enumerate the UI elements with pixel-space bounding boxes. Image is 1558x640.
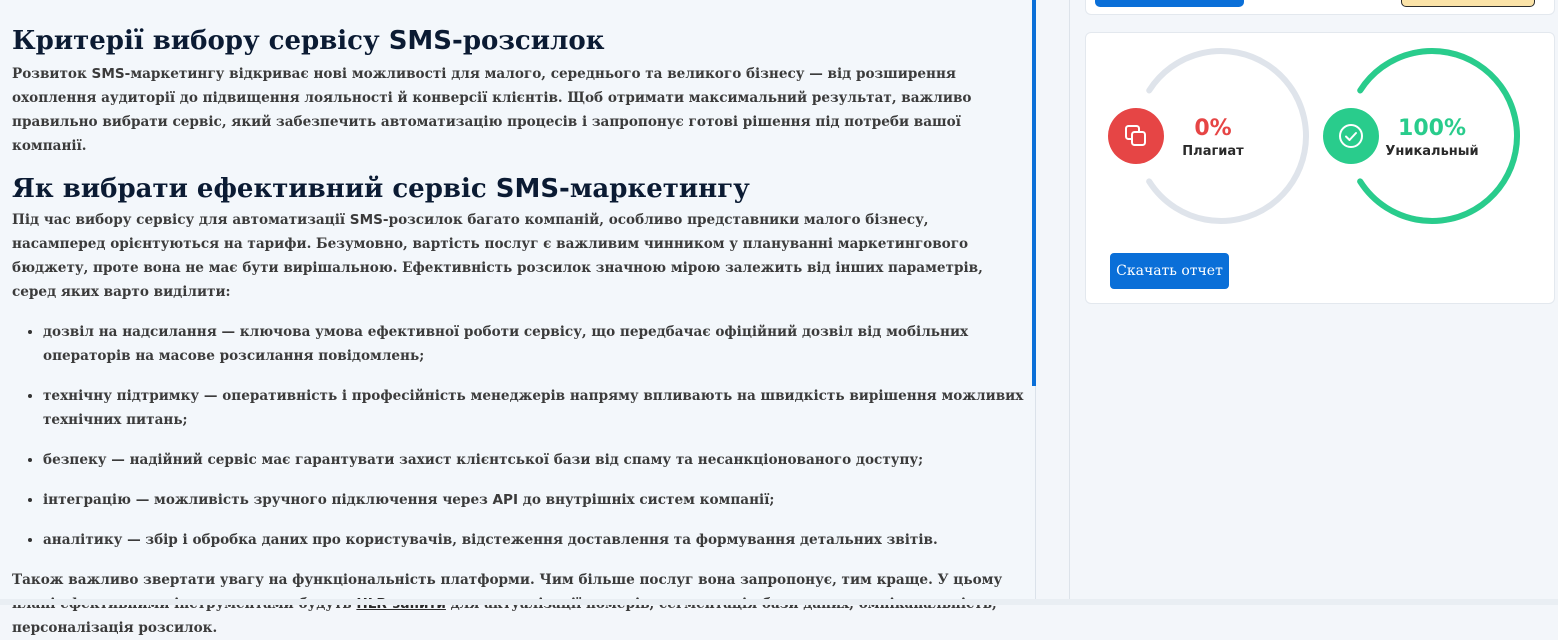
secondary-button[interactable] [1401, 0, 1535, 7]
criteria-list [12, 320, 1024, 552]
list-item: • технічну підтримку — оперативність і професійність менеджерів напряму впливають на швидкість вирішення можливих технічних питань; [43, 384, 1024, 432]
unique-icon-badge [1323, 108, 1379, 164]
plagiarism-icon-badge [1108, 108, 1164, 164]
check-button[interactable] [1095, 0, 1244, 7]
unique-label: Уникальный [1385, 144, 1479, 159]
plagiarism-label: Плагиат [1182, 144, 1244, 159]
bottom-edge [0, 599, 1558, 605]
plagiarism-percent: 0% [1194, 116, 1232, 141]
download-report-button[interactable]: Скачать отчет [1110, 253, 1229, 289]
paragraph-functionality: Також важливо звертати увагу на функціональність платформи. Чим більше послуг вона запропонує, тим краще. У цьому персоналізація розсилок. [12, 572, 1003, 636]
list-item: • безпеку — надійний сервіс має гарантувати захист клієнтської бази від спаму та несанкціонованого доступу; [43, 448, 1024, 472]
heading-criteria: Критерії вибору сервісу SMS-розсилок [12, 26, 605, 56]
paragraph-intro: Розвиток SMS-маркетингу відкриває нові можливості для малого, середнього та великого бізнесу — від розширення охоплення аудиторії до підвищення лояльності й конверсії клієнтів. Щоб отримати максимальний результат, важливо правильно вибрати сервіс, який забезпечить автоматизацію процесів і запропонує готові рішення під потреби вашої компанії. [12, 66, 972, 154]
paragraph-choice: Під час вибору сервісу для автоматизації SMS-розсилок багато компаній, особливо представники малого бізнесу, насамперед орієнтуються на тарифи. Безумовно, вартість послуг є важливим чинником у плануванні маркетингового бюджету, проте вона не має бути вирішальною. Ефективність розсилок значною мірою залежить від інших параметрів, серед яких варто виділити: [12, 212, 983, 300]
list-item: • інтеграцію — можливість зручного підключення через API до внутрішніх систем компанії; [43, 488, 1024, 512]
article-content [12, 22, 1024, 640]
article-scroll-indicator[interactable] [1032, 0, 1036, 386]
unique-percent: 100% [1398, 116, 1466, 141]
copy-icon [1108, 108, 1164, 164]
list-item: • дозвіл на надсилання — ключова умова ефективної роботи сервісу, що передбачає офіційний дозвіл від мобільних операторів на масове розсилання повідомлень; [43, 320, 1024, 368]
list-item: • аналітику — збір і обробка даних про користувачів, відстеження доставлення та формування детальних звітів. [43, 528, 1024, 552]
check-circle-icon [1323, 108, 1379, 164]
heading-how-to-choose: Як вибрати ефективний сервіс SMS-маркетингу [12, 174, 750, 204]
